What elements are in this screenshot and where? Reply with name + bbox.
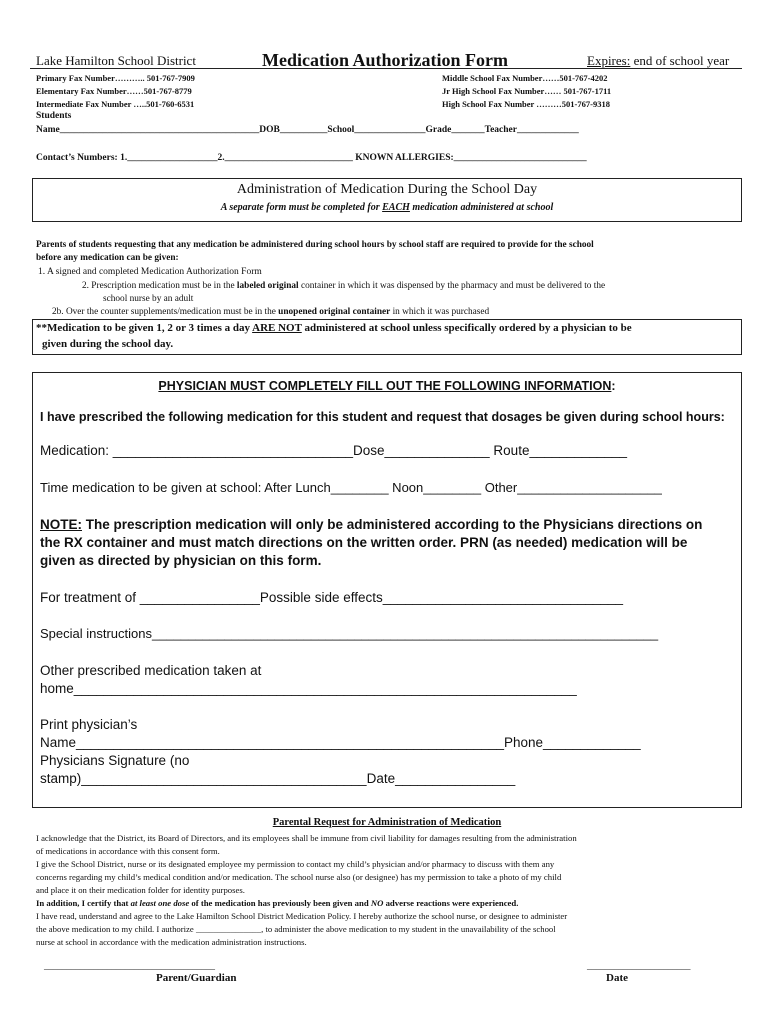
consent-p4b: the above medication to my child. I authorize _______________, to administer the above medication to my student in the unavailability of the school (36, 924, 556, 934)
parents-item-2a-line2: school nurse by an adult (103, 294, 194, 304)
admin-sub-post: medication administered at school (409, 202, 554, 213)
note-underlined: ARE NOT (252, 322, 302, 334)
medication-note-2: given during the school day. (42, 338, 174, 350)
consent-p2b: concerns regarding my child’s medical condition and/or medication. The school nurse also (or designee) has my permission to take a photo of my child (36, 872, 562, 882)
admin-subtitle (32, 202, 742, 213)
note-label: NOTE: (40, 517, 82, 532)
consent-p3-it1: at least one dose (130, 898, 190, 908)
medication-note-1 (36, 322, 632, 334)
consent-p4a: I have read, understand and agree to the Lake Hamilton School District Medication Policy. I hereby authorize the school nurse, or designee to administer (36, 911, 568, 921)
admin-title: Administration of Medication During the School Day (236, 182, 538, 197)
physician-note (40, 516, 702, 570)
admin-sub-each: EACH (382, 202, 410, 213)
consent-p1b: of medications in accordance with this consent form. (36, 846, 220, 856)
special-instructions-line[interactable]: Special instructions______________________________________________________________________ (40, 626, 659, 641)
parents-item-2a (82, 281, 605, 291)
consent-p1a: I acknowledge that the District, its Board of Directors, and its employees shall be immune from civil liability for damages resulting from the administration (36, 833, 577, 843)
physician-signature-label: Physicians Signature (no (40, 753, 190, 768)
parents-item-2b (52, 307, 489, 317)
note-line-1: The prescription medication will only be administered according to the Physicians directions on (82, 517, 703, 532)
item2b-bold: unopened original container (278, 307, 391, 317)
form-title: Medication Authorization Form (262, 50, 508, 70)
parental-heading: Parental Request for Administration of Medication (272, 817, 502, 828)
other-medication[interactable] (40, 662, 577, 698)
fax-elementary: Elementary Fax Number……501-767-8779 (36, 86, 192, 96)
other-medication-label: Other prescribed medication taken at (40, 663, 262, 678)
fax-high: High School Fax Number ………501-767-9318 (442, 99, 610, 109)
consent-p4c: nurse at school in accordance with the medication administration instructions. (36, 937, 307, 947)
header-rule (30, 68, 742, 69)
item2a-post: container in which it was dispensed by the pharmacy and must be delivered to the (298, 281, 606, 291)
consent-p3-pre: In addition, I certify that (36, 898, 131, 908)
fax-jrhigh: Jr High School Fax Number…… 501-767-1711 (442, 86, 612, 96)
students-label: Students (36, 111, 72, 121)
prescribed-statement: I have prescribed the following medication for this student and request that dosages be given during school hours: (40, 410, 725, 424)
note-post: administered at school unless specifically ordered by a physician to be (301, 322, 632, 334)
expires (587, 53, 729, 69)
physician-signature[interactable] (40, 752, 515, 788)
admin-sub-pre: A separate form must be completed for (220, 202, 383, 213)
fax-right (442, 72, 611, 111)
physician-name-line: Name_________________________________________________________Phone_____________ (40, 735, 641, 750)
fax-middle: Middle School Fax Number……501-767-4202 (442, 73, 608, 83)
medication-line[interactable]: Medication: ________________________________Dose______________ Route_____________ (40, 443, 628, 458)
time-line[interactable]: Time medication to be given at school: After Lunch________ Noon________ Other____________________ (40, 480, 662, 495)
parents-item-1: 1. A signed and completed Medication Authorization Form (38, 267, 262, 277)
consent-p3-it2: NO (370, 898, 384, 908)
item2a-bold: labeled original (236, 281, 299, 291)
date-label: Date (606, 972, 628, 984)
note-line-3: given as directed by physician on this form. (40, 553, 322, 568)
physician-signature-line: stamp)______________________________________Date________________ (40, 771, 516, 786)
physician-heading (32, 379, 742, 393)
physician-heading-text: PHYSICIAN MUST COMPLETELY FILL OUT THE FOLLOWING INFORMATION (158, 379, 612, 393)
other-medication-line: home___________________________________________________________________ (40, 681, 577, 696)
date-signature-line[interactable]: _______________________ (587, 961, 691, 971)
physician-name[interactable] (40, 716, 641, 752)
physician-heading-colon: : (611, 379, 616, 393)
item2b-post: in which it was purchased (390, 307, 490, 317)
note-pre: **Medication to be given 1, 2 or 3 times a day (36, 322, 253, 334)
consent-p3-post: adverse reactions were experienced. (383, 898, 519, 908)
contacts-line[interactable]: Contact’s Numbers: 1.___________________2.___________________________ KNOWN ALLERGIES:____________________________ (36, 153, 587, 163)
fax-intermediate: Intermediate Fax Number …..501-760-6531 (36, 99, 195, 109)
fax-primary: Primary Fax Number……….. 501-767-7909 (36, 73, 195, 83)
consent-p2a: I give the School District, nurse or its designated employee my permission to contact my child’s physician and/or pharmacy to discuss with them any (36, 859, 555, 869)
treatment-line[interactable]: For treatment of ________________Possible side effects________________________________ (40, 590, 623, 605)
parents-intro-1: Parents of students requesting that any medication be administered during school hours by school staff are required to provide for the school (36, 240, 594, 250)
item2a-pre: 2. Prescription medication must be in the (82, 281, 237, 291)
student-name-line[interactable]: Name__________________________________________DOB__________School_______________Grade_______Teacher_____________ (36, 125, 579, 135)
item2b-pre: 2b. Over the counter supplements/medication must be in the (52, 307, 279, 317)
expires-label: Expires: (587, 53, 631, 68)
fax-left (36, 72, 195, 111)
district-name: Lake Hamilton School District (36, 53, 196, 68)
parent-guardian-label: Parent/Guardian (156, 972, 237, 984)
physician-name-label: Print physician’s (40, 717, 138, 732)
consent-p2c: and place it on their medication folder for identity purposes. (36, 885, 245, 895)
expires-value: end of school year (633, 53, 730, 68)
note-line-2: the RX container and must match directions on the written order. PRN (as needed) medication will be (40, 535, 688, 550)
parents-intro-2: before any medication can be given: (36, 253, 179, 263)
parental-consent (36, 832, 577, 949)
parent-signature-line[interactable]: ______________________________________ (44, 961, 215, 971)
consent-p3-mid: of the medication has previously been given and (189, 898, 371, 908)
